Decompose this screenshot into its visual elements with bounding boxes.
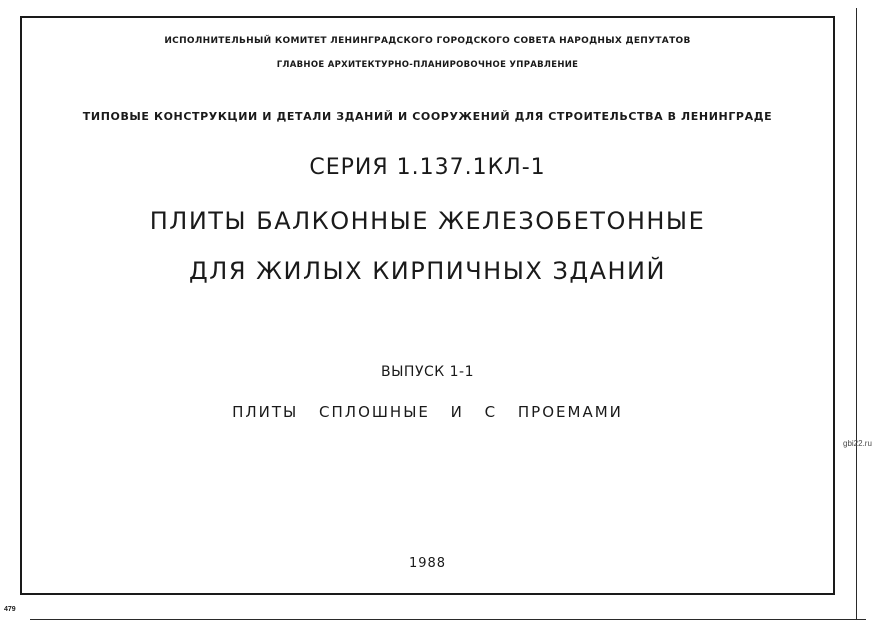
department-heading: ГЛАВНОЕ АРХИТЕКТУРНО-ПЛАНИРОВОЧНОЕ УПРАВЛЕНИЕ [276, 60, 579, 70]
document-title-line-1: ПЛИТЫ БАЛКОННЫЕ ЖЕЛЕЗОБЕТОННЫЕ [149, 207, 706, 235]
collection-title: ТИПОВЫЕ КОНСТРУКЦИИ И ДЕТАЛИ ЗДАНИЙ И СООРУЖЕНИЙ ДЛЯ СТРОИТЕЛЬСТВА В ЛЕНИНГРАДЕ [82, 110, 773, 123]
series-number: СЕРИЯ 1.137.1КЛ-1 [309, 155, 546, 180]
sheet-edge-bottom [30, 619, 866, 620]
publication-year: 1988 [408, 556, 447, 571]
committee-heading: ИСПОЛНИТЕЛЬНЫЙ КОМИТЕТ ЛЕНИНГРАДСКОГО ГОРОДСКОГО СОВЕТА НАРОДНЫХ ДЕПУТАТОВ [164, 36, 691, 46]
issue-subtitle: ПЛИТЫ СПЛОШНЫЕ И С ПРОЕМАМИ [232, 403, 623, 421]
issue-number: ВЫПУСК 1-1 [380, 364, 475, 380]
title-page-frame [20, 16, 835, 595]
sheet-number: 479 [4, 606, 16, 613]
site-watermark: gbi22.ru [843, 439, 872, 448]
sheet-edge-right [856, 8, 857, 620]
document-title-line-2: ДЛЯ ЖИЛЫХ КИРПИЧНЫХ ЗДАНИЙ [189, 257, 666, 285]
